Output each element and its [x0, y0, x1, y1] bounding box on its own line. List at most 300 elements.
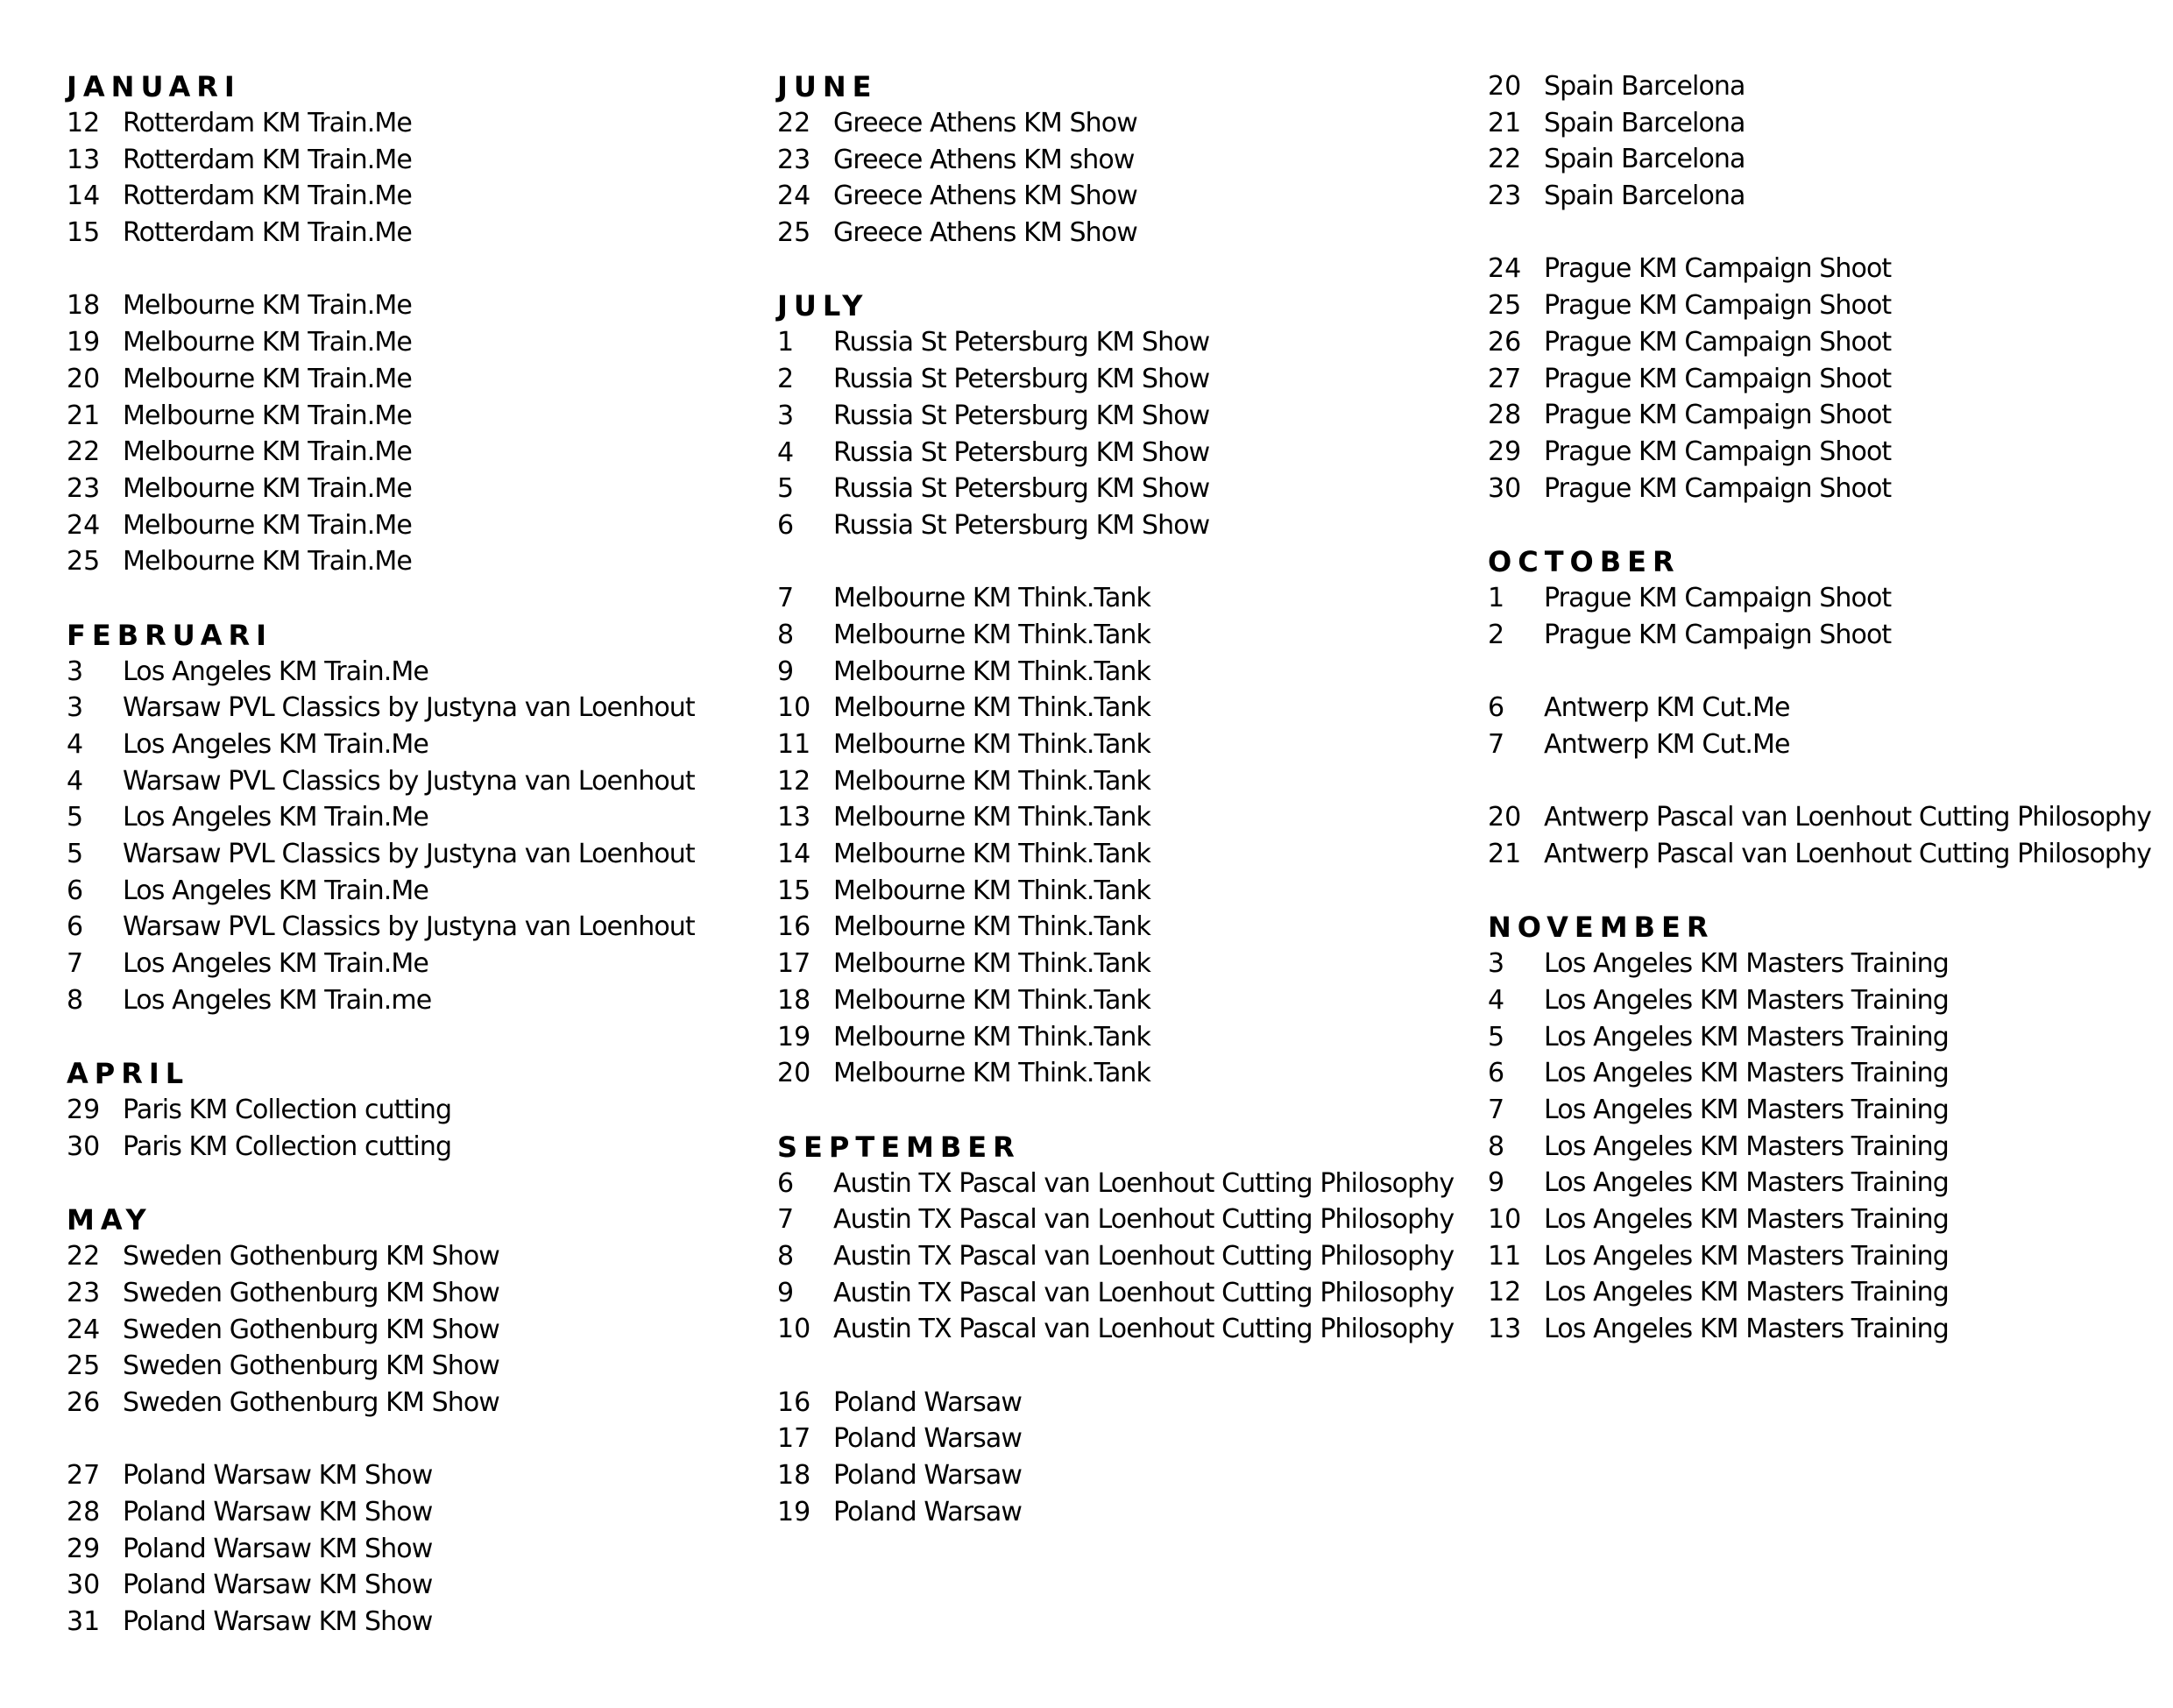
schedule-entry — [777, 763, 1478, 800]
schedule-entry — [777, 361, 1478, 398]
entry-event: Austin TX Pascal van Loenhout Cutting Philosophy — [833, 1277, 1455, 1308]
spacer — [777, 252, 1478, 288]
entry-event: Russia St Petersburg KM Show — [833, 473, 1210, 505]
spacer — [67, 1166, 768, 1202]
entry-day: 22 — [67, 1241, 101, 1272]
schedule-entry — [67, 105, 768, 142]
month-heading: JUNE — [777, 70, 878, 103]
entry-event: Antwerp KM Cut.Me — [1544, 728, 1790, 760]
entry-day: 8 — [1488, 1130, 1505, 1162]
schedule-entry — [1488, 361, 2171, 398]
spacer — [67, 252, 768, 288]
entry-day: 7 — [1488, 728, 1505, 760]
schedule-entry — [67, 1604, 768, 1641]
month-heading: SEPTEMBER — [777, 1130, 1021, 1164]
entry-day: 9 — [777, 1277, 795, 1308]
schedule-entry — [67, 215, 768, 252]
entry-event: Antwerp Pascal van Loenhout Cutting Philosophy — [1544, 838, 2152, 869]
entry-event: Los Angeles KM Masters Training — [1544, 1314, 1949, 1344]
entry-event: Melbourne KM Train.Me — [123, 472, 412, 504]
entry-day: 5 — [67, 802, 84, 833]
entry-day: 10 — [1488, 1203, 1522, 1235]
schedule-entry — [67, 1238, 768, 1275]
entry-day: 25 — [777, 217, 811, 249]
schedule-entry — [777, 398, 1478, 435]
entry-event: Poland Warsaw — [833, 1460, 1022, 1492]
entry-day: 8 — [777, 619, 795, 650]
entry-day: 21 — [67, 400, 101, 431]
entry-day: 11 — [1488, 1240, 1522, 1272]
schedule-entry — [777, 1275, 1478, 1312]
entry-event: Sweden Gothenburg KM Show — [123, 1314, 499, 1345]
schedule-entry — [67, 434, 768, 471]
schedule-entry — [67, 142, 768, 179]
entry-day: 24 — [777, 181, 811, 212]
entry-event: Los Angeles KM Train.Me — [123, 948, 428, 980]
entry-day: 23 — [777, 144, 811, 175]
schedule-entry — [67, 763, 768, 800]
schedule-entry — [1488, 1238, 2171, 1275]
entry-day: 16 — [777, 1386, 811, 1418]
schedule-entry — [67, 361, 768, 398]
entry-day: 2 — [1488, 619, 1505, 650]
schedule-entry — [1488, 836, 2171, 873]
schedule-entry — [777, 1166, 1478, 1202]
schedule-entry — [777, 1055, 1478, 1092]
schedule-entry — [777, 690, 1478, 726]
schedule-entry — [1488, 1129, 2171, 1166]
entry-day: 3 — [1488, 948, 1505, 980]
entry-day: 9 — [1488, 1167, 1505, 1199]
schedule-entry — [1488, 1019, 2171, 1056]
entry-day: 3 — [67, 692, 84, 724]
entry-event: Los Angeles KM Train.Me — [123, 875, 428, 906]
entry-event: Warsaw PVL Classics by Justyna van Loenhout — [123, 911, 695, 943]
entry-day: 18 — [777, 984, 811, 1016]
entry-event: Los Angeles KM Masters Training — [1544, 948, 1949, 980]
schedule-entry — [777, 909, 1478, 946]
entry-day: 26 — [67, 1387, 101, 1418]
schedule-entry — [777, 142, 1478, 179]
entry-event: Los Angeles KM Masters Training — [1544, 1021, 1949, 1052]
spacer — [67, 1421, 768, 1458]
spacer — [67, 580, 768, 617]
schedule-entry — [777, 507, 1478, 544]
schedule-entry — [67, 1275, 768, 1312]
entry-event: Spain Barcelona — [1544, 107, 1745, 138]
entry-event: Rotterdam KM Train.Me — [123, 144, 412, 175]
schedule-entry — [67, 982, 768, 1019]
schedule-entry — [777, 654, 1478, 691]
entry-event: Melbourne KM Train.Me — [123, 546, 412, 578]
entry-day: 30 — [1488, 472, 1522, 504]
schedule-entry — [67, 799, 768, 836]
entry-day: 12 — [777, 765, 811, 797]
schedule-entry — [67, 1348, 768, 1385]
entry-day: 8 — [777, 1240, 795, 1272]
entry-day: 14 — [67, 181, 101, 212]
entry-day: 21 — [1488, 838, 1522, 869]
entry-day: 13 — [1488, 1314, 1522, 1344]
entry-day: 17 — [777, 948, 811, 980]
entry-day: 20 — [1488, 802, 1522, 833]
entry-day: 27 — [1488, 363, 1522, 394]
entry-day: 19 — [777, 1021, 811, 1052]
schedule-entry — [777, 435, 1478, 471]
spacer — [1488, 507, 2171, 543]
schedule-entry — [777, 1457, 1478, 1494]
entry-event: Paris KM Collection cutting — [123, 1130, 452, 1162]
schedule-entry — [1488, 1311, 2171, 1348]
entry-day: 30 — [67, 1570, 101, 1601]
entry-day: 13 — [67, 144, 101, 175]
entry-event: Sweden Gothenburg KM Show — [123, 1277, 499, 1308]
entry-day: 29 — [67, 1095, 101, 1126]
schedule-entry — [67, 1567, 768, 1604]
entry-day: 21 — [1488, 107, 1522, 138]
entry-event: Poland Warsaw — [833, 1496, 1022, 1527]
entry-event: Austin TX Pascal van Loenhout Cutting Philosophy — [833, 1167, 1455, 1199]
spacer — [777, 544, 1478, 581]
entry-event: Sweden Gothenburg KM Show — [123, 1350, 499, 1382]
entry-day: 7 — [67, 948, 84, 980]
schedule-entry — [67, 178, 768, 215]
month-heading: NOVEMBER — [1488, 911, 1715, 945]
month-heading: MAY — [67, 1203, 152, 1237]
schedule-entry — [777, 617, 1478, 654]
entry-day: 20 — [1488, 71, 1522, 102]
entry-event: Antwerp KM Cut.Me — [1544, 692, 1790, 723]
month-heading: OCTOBER — [1488, 544, 1681, 578]
schedule-column-3 — [1488, 68, 2171, 1348]
entry-day: 17 — [777, 1423, 811, 1455]
entry-day: 19 — [777, 1496, 811, 1527]
entry-day: 6 — [777, 1167, 795, 1199]
entry-event: Melbourne KM Train.Me — [123, 363, 412, 394]
entry-day: 12 — [67, 108, 101, 138]
schedule-entry — [1488, 68, 2171, 105]
schedule-entry — [67, 398, 768, 435]
entry-event: Melbourne KM Train.Me — [123, 509, 412, 541]
schedule-column-1 — [67, 68, 768, 1641]
entry-day: 19 — [67, 327, 101, 358]
entry-day: 11 — [777, 729, 811, 760]
entry-event: Russia St Petersburg KM Show — [833, 509, 1210, 541]
entry-day: 20 — [67, 363, 101, 394]
schedule-entry — [1488, 1274, 2171, 1311]
entry-event: Prague KM Campaign Shoot — [1544, 619, 1892, 650]
entry-day: 4 — [1488, 984, 1505, 1016]
entry-event: Russia St Petersburg KM Show — [833, 327, 1210, 358]
entry-event: Poland Warsaw KM Show — [123, 1533, 433, 1564]
entry-event: Austin TX Pascal van Loenhout Cutting Philosophy — [833, 1204, 1455, 1236]
entry-day: 6 — [1488, 1058, 1505, 1089]
entry-event: Melbourne KM Train.Me — [123, 290, 412, 322]
entry-event: Los Angeles KM Masters Training — [1544, 1094, 1949, 1125]
entry-day: 23 — [67, 1277, 101, 1308]
entry-day: 1 — [777, 327, 795, 358]
entry-day: 14 — [777, 839, 811, 870]
schedule-entry — [1488, 982, 2171, 1019]
schedule-entry — [67, 654, 768, 691]
entry-day: 25 — [67, 546, 101, 578]
schedule-entry — [1488, 690, 2171, 726]
spacer — [67, 1019, 768, 1056]
entry-event: Melbourne KM Train.Me — [123, 327, 412, 358]
entry-event: Poland Warsaw KM Show — [123, 1606, 433, 1638]
schedule-entry — [777, 1201, 1478, 1238]
entry-event: Spain Barcelona — [1544, 181, 1745, 212]
entry-event: Melbourne KM Think.Tank — [833, 692, 1151, 724]
schedule-entry — [1488, 178, 2171, 215]
entry-day: 18 — [777, 1460, 811, 1492]
entry-event: Prague KM Campaign Shoot — [1544, 400, 1892, 431]
entry-event: Los Angeles KM Train.Me — [123, 656, 428, 687]
entry-day: 2 — [777, 364, 795, 395]
schedule-entry — [777, 1385, 1478, 1421]
schedule-entry — [67, 1385, 768, 1421]
entry-day: 29 — [1488, 436, 1522, 467]
entry-day: 9 — [777, 656, 795, 687]
entry-event: Los Angeles KM Masters Training — [1544, 1203, 1949, 1235]
entry-event: Melbourne KM Train.Me — [123, 436, 412, 468]
entry-event: Los Angeles KM Masters Training — [1544, 984, 1949, 1016]
spacer — [777, 1348, 1478, 1385]
schedule-entry — [777, 215, 1478, 252]
entry-day: 23 — [1488, 181, 1522, 212]
entry-event: Antwerp Pascal van Loenhout Cutting Philosophy — [1544, 802, 2152, 833]
schedule-entry — [67, 507, 768, 544]
schedule-entry — [777, 1238, 1478, 1275]
entry-event: Poland Warsaw KM Show — [123, 1570, 433, 1601]
entry-day: 6 — [67, 875, 84, 906]
schedule-entry — [777, 324, 1478, 361]
entry-event: Prague KM Campaign Shoot — [1544, 582, 1892, 613]
schedule-entry — [1488, 287, 2171, 324]
schedule-entry — [777, 1311, 1478, 1348]
spacer — [1488, 762, 2171, 799]
entry-event: Paris KM Collection cutting — [123, 1095, 452, 1126]
entry-day: 22 — [67, 436, 101, 468]
entry-day: 20 — [777, 1058, 811, 1089]
entry-day: 18 — [67, 290, 101, 322]
entry-event: Greece Athens KM Show — [833, 181, 1137, 212]
schedule-entry — [777, 178, 1478, 215]
schedule-entry — [1488, 471, 2171, 507]
entry-event: Melbourne KM Think.Tank — [833, 583, 1151, 614]
entry-event: Spain Barcelona — [1544, 71, 1745, 102]
entry-event: Prague KM Campaign Shoot — [1544, 472, 1892, 504]
entry-day: 24 — [67, 509, 101, 541]
entry-event: Warsaw PVL Classics by Justyna van Loenhout — [123, 839, 695, 870]
entry-event: Rotterdam KM Train.Me — [123, 181, 412, 212]
entry-day: 5 — [67, 839, 84, 870]
schedule-entry — [777, 799, 1478, 836]
schedule-entry — [67, 1092, 768, 1129]
entry-event: Melbourne KM Think.Tank — [833, 984, 1151, 1016]
schedule-entry — [1488, 617, 2171, 654]
entry-day: 22 — [1488, 144, 1522, 175]
entry-day: 15 — [777, 875, 811, 906]
spacer — [1488, 215, 2171, 252]
entry-day: 4 — [67, 765, 84, 797]
entry-event: Prague KM Campaign Shoot — [1544, 290, 1892, 322]
entry-day: 25 — [67, 1350, 101, 1382]
entry-event: Sweden Gothenburg KM Show — [123, 1241, 499, 1272]
schedule-entry — [777, 946, 1478, 982]
entry-event: Melbourne KM Think.Tank — [833, 765, 1151, 797]
month-heading: JANUARI — [67, 70, 241, 103]
entry-day: 12 — [1488, 1277, 1522, 1308]
entry-event: Prague KM Campaign Shoot — [1544, 363, 1892, 394]
entry-day: 4 — [777, 436, 795, 468]
entry-day: 25 — [1488, 290, 1522, 322]
entry-event: Los Angeles KM Masters Training — [1544, 1130, 1949, 1162]
entry-event: Russia St Petersburg KM Show — [833, 364, 1210, 395]
schedule-entry — [777, 1019, 1478, 1056]
schedule-entry — [1488, 726, 2171, 763]
entry-day: 3 — [777, 400, 795, 431]
schedule-entry — [67, 1129, 768, 1166]
schedule-entry — [67, 726, 768, 763]
schedule-entry — [777, 471, 1478, 507]
schedule-entry — [67, 836, 768, 873]
schedule-column-2 — [777, 68, 1478, 1530]
entry-event: Greece Athens KM Show — [833, 217, 1137, 249]
entry-day: 3 — [67, 656, 84, 687]
entry-event: Melbourne KM Think.Tank — [833, 1021, 1151, 1052]
entry-event: Melbourne KM Think.Tank — [833, 948, 1151, 980]
entry-event: Russia St Petersburg KM Show — [833, 400, 1210, 431]
entry-event: Sweden Gothenburg KM Show — [123, 1387, 499, 1418]
entry-day: 6 — [777, 509, 795, 541]
schedule-entry — [67, 946, 768, 982]
entry-day: 7 — [777, 583, 795, 614]
month-heading: APRIL — [67, 1057, 190, 1091]
entry-day: 28 — [67, 1497, 101, 1528]
entry-day: 27 — [67, 1460, 101, 1492]
entry-event: Melbourne KM Think.Tank — [833, 875, 1151, 906]
schedule-entry — [777, 836, 1478, 873]
entry-event: Spain Barcelona — [1544, 144, 1745, 175]
schedule-entry — [1488, 946, 2171, 982]
schedule-entry — [1488, 141, 2171, 178]
entry-day: 5 — [1488, 1021, 1505, 1052]
schedule-entry — [777, 982, 1478, 1019]
entry-day: 6 — [67, 911, 84, 943]
schedule-entry — [67, 1312, 768, 1349]
month-heading: FEBRUARI — [67, 618, 273, 652]
entry-event: Melbourne KM Train.Me — [123, 400, 412, 431]
entry-day: 15 — [67, 217, 101, 249]
entry-event: Melbourne KM Think.Tank — [833, 911, 1151, 943]
schedule-entry — [67, 690, 768, 726]
entry-event: Los Angeles KM Masters Training — [1544, 1240, 1949, 1272]
schedule-entry — [777, 1421, 1478, 1457]
entry-event: Greece Athens KM show — [833, 144, 1135, 175]
entry-event: Los Angeles KM Train.Me — [123, 729, 428, 760]
schedule-entry — [1488, 397, 2171, 434]
entry-event: Prague KM Campaign Shoot — [1544, 253, 1892, 285]
schedule-entry — [1488, 324, 2171, 361]
month-heading: JULY — [777, 289, 869, 323]
entry-event: Austin TX Pascal van Loenhout Cutting Philosophy — [833, 1314, 1455, 1345]
schedule-entry — [67, 909, 768, 946]
entry-day: 7 — [777, 1204, 795, 1236]
schedule-entry — [67, 324, 768, 361]
entry-day: 16 — [777, 911, 811, 943]
entry-day: 1 — [1488, 582, 1505, 613]
schedule-entry — [777, 105, 1478, 142]
schedule-entry — [1488, 251, 2171, 287]
schedule-entry — [67, 543, 768, 580]
entry-event: Poland Warsaw — [833, 1386, 1022, 1418]
entry-day: 13 — [777, 802, 811, 833]
entry-event: Rotterdam KM Train.Me — [123, 217, 412, 249]
entry-day: 8 — [67, 984, 84, 1016]
entry-event: Russia St Petersburg KM Show — [833, 436, 1210, 468]
schedule-entry — [67, 1457, 768, 1494]
schedule-entry — [67, 287, 768, 324]
entry-day: 10 — [777, 692, 811, 724]
entry-day: 26 — [1488, 326, 1522, 358]
entry-event: Los Angeles KM Masters Training — [1544, 1277, 1949, 1308]
entry-day: 30 — [67, 1130, 101, 1162]
schedule-entry — [67, 1531, 768, 1568]
entry-day: 29 — [67, 1533, 101, 1564]
entry-event: Warsaw PVL Classics by Justyna van Loenhout — [123, 692, 695, 724]
schedule-entry — [777, 580, 1478, 617]
entry-day: 31 — [67, 1606, 101, 1638]
entry-event: Rotterdam KM Train.Me — [123, 108, 412, 138]
schedule-entry — [1488, 1201, 2171, 1238]
entry-event: Melbourne KM Think.Tank — [833, 802, 1151, 833]
entry-event: Poland Warsaw KM Show — [123, 1460, 433, 1492]
schedule-entry — [1488, 1165, 2171, 1201]
entry-event: Los Angeles KM Masters Training — [1544, 1058, 1949, 1089]
entry-day: 7 — [1488, 1094, 1505, 1125]
spacer — [1488, 872, 2171, 909]
entry-event: Melbourne KM Think.Tank — [833, 1058, 1151, 1089]
spacer — [777, 1092, 1478, 1129]
entry-day: 23 — [67, 472, 101, 504]
schedule-entry — [67, 1494, 768, 1531]
entry-day: 10 — [777, 1314, 811, 1345]
entry-event: Greece Athens KM Show — [833, 108, 1137, 138]
spacer — [1488, 653, 2171, 690]
entry-day: 24 — [1488, 253, 1522, 285]
schedule-entry — [1488, 1092, 2171, 1129]
schedule-entry — [1488, 580, 2171, 617]
schedule-entry — [777, 873, 1478, 910]
schedule-entry — [777, 726, 1478, 763]
entry-day: 22 — [777, 108, 811, 138]
entry-event: Prague KM Campaign Shoot — [1544, 326, 1892, 358]
entry-day: 6 — [1488, 692, 1505, 723]
schedule-entry — [1488, 434, 2171, 471]
entry-event: Warsaw PVL Classics by Justyna van Loenhout — [123, 765, 695, 797]
entry-day: 24 — [67, 1314, 101, 1345]
entry-event: Los Angeles KM Train.Me — [123, 802, 428, 833]
schedule-entry — [1488, 1055, 2171, 1092]
entry-event: Poland Warsaw KM Show — [123, 1497, 433, 1528]
entry-day: 28 — [1488, 400, 1522, 431]
schedule-entry — [777, 1494, 1478, 1531]
schedule-entry — [1488, 799, 2171, 836]
entry-event: Los Angeles KM Masters Training — [1544, 1167, 1949, 1199]
entry-event: Prague KM Campaign Shoot — [1544, 436, 1892, 467]
schedule-entry — [67, 873, 768, 910]
